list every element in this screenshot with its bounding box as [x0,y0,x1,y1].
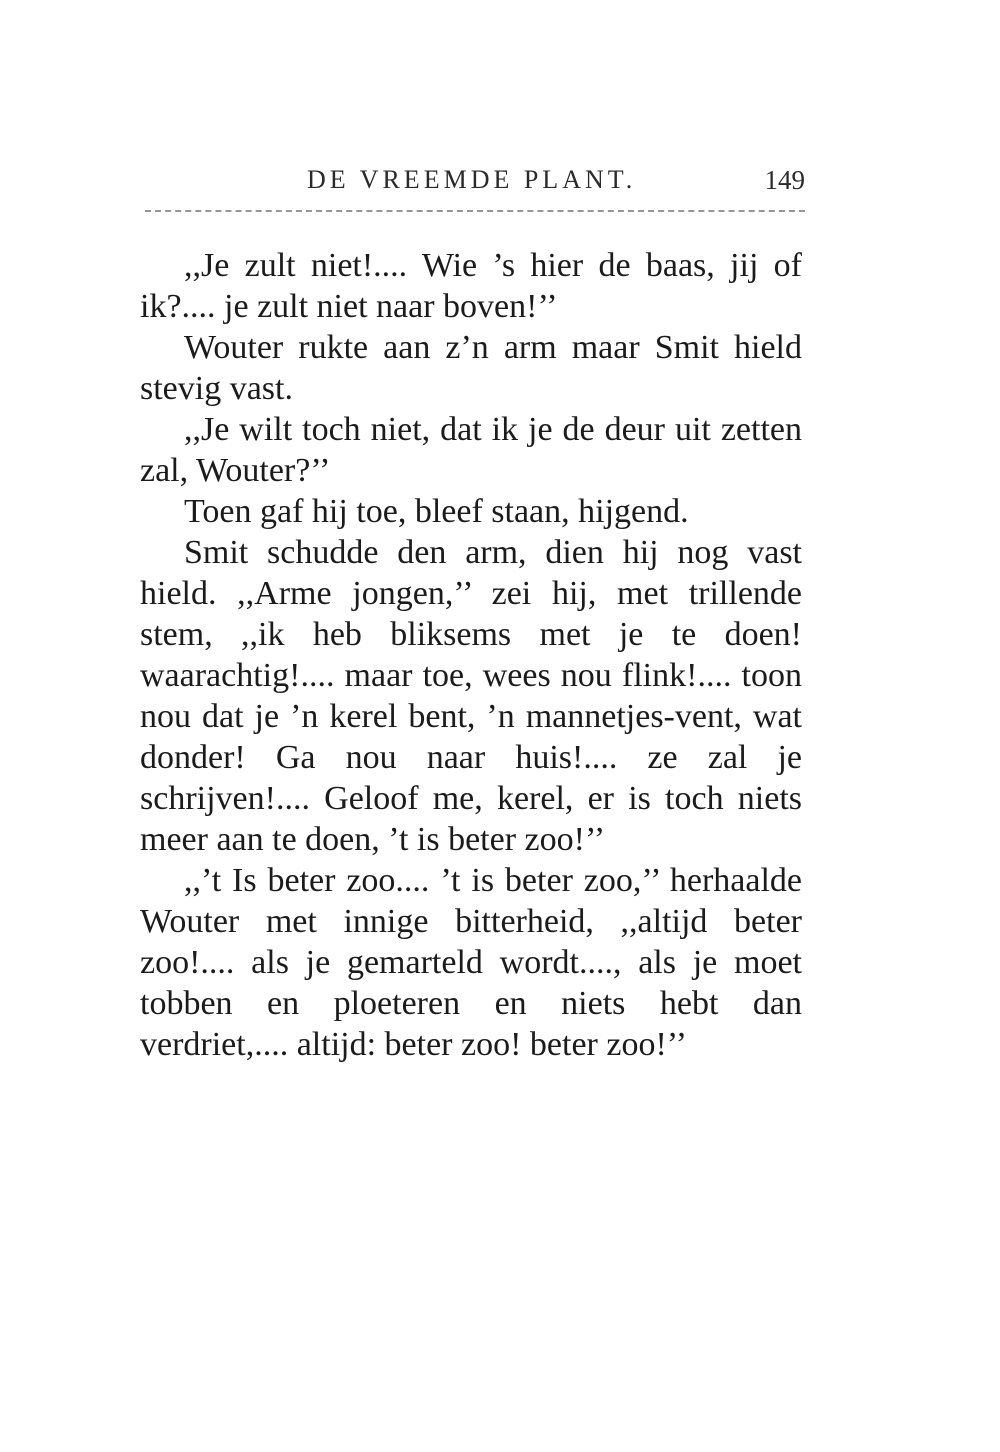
paragraph: Wouter rukte aan z’n arm maar Smit hield stevig vast. [140,329,802,407]
running-title: DE VREEMDE PLANT. [307,165,637,194]
paragraph: ,,Je zult niet!.... Wie ’s hier de baas, jij of ik?.... je zult niet naar boven!’’ [140,247,802,325]
page-number: 149 [764,165,805,195]
header-rule [145,210,805,212]
paragraph: Smit schudde den arm, dien hij nog vast hield. ,,Arme jongen,’’ zei hij, met trillende stem, ,,ik heb bliksems met je te doen! waarachtig!.... maar toe, wees nou flink!.... toon nou dat je ’n kerel bent, ’n mannetjes-vent, wat donder! Ga nou naar huis!.... ze zal je schrijven!.... Geloof me, kerel, er is toch niets meer aan te doen, ’t is beter zoo!’’ [140,534,802,858]
body-text [140,245,802,1065]
running-head [145,158,805,202]
paragraph: ,,’t Is beter zoo.... ’t is beter zoo,’’ herhaalde Wouter met innige bitterheid, ,,altijd beter zoo!.... als je gemarteld wordt...., als je moet tobben en ploeteren en niets hebt dan verdriet,.... altijd: beter zoo! beter zoo!’’ [140,862,802,1063]
paragraph: Toen gaf hij toe, bleef staan, hijgend. [184,493,689,530]
paragraph: ,,Je wilt toch niet, dat ik je de deur uit zetten zal, Wouter?’’ [140,411,802,489]
